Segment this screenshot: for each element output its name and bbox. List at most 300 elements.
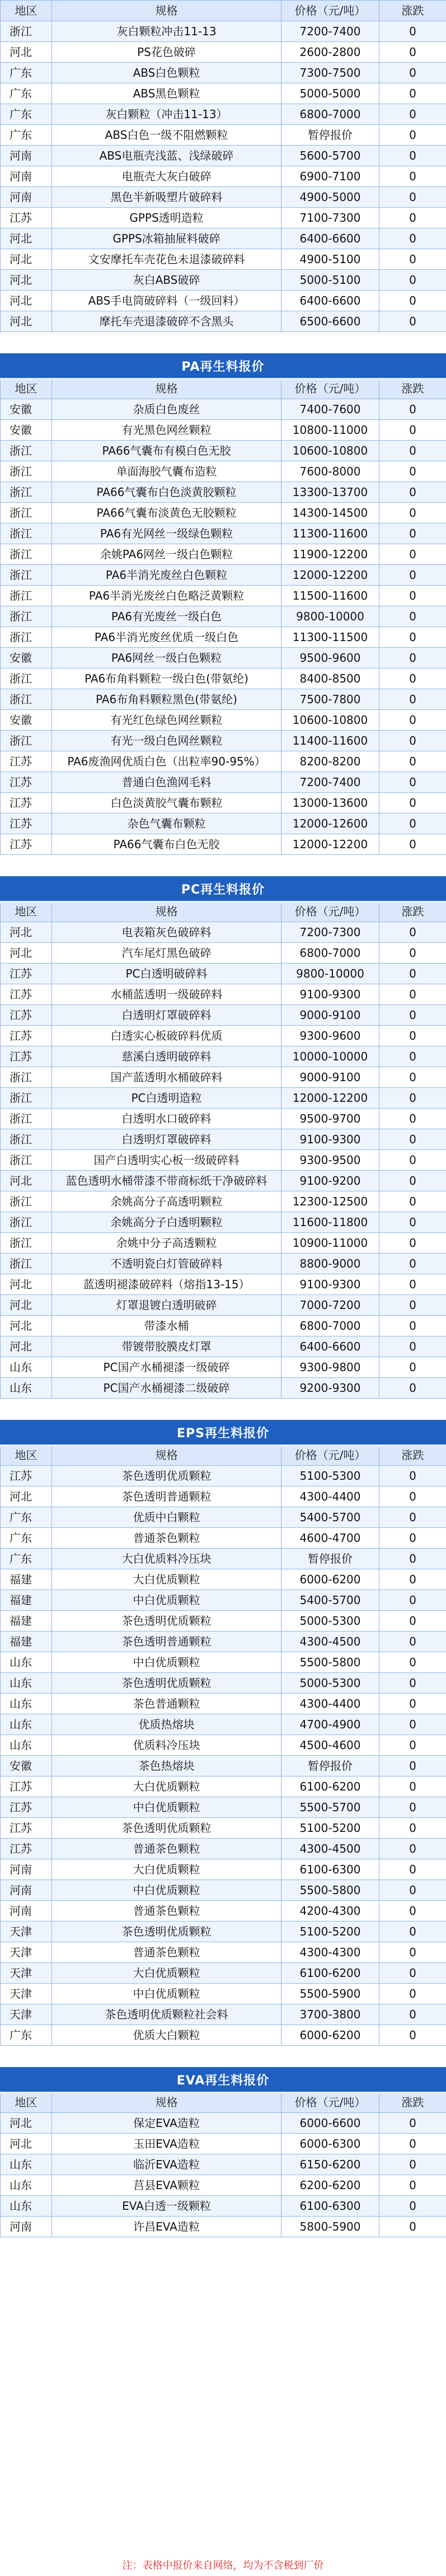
change-cell: 0 bbox=[379, 1233, 446, 1254]
change-cell: 0 bbox=[379, 146, 446, 166]
spec-cell: PA6网丝一级白色颗粒 bbox=[52, 648, 281, 668]
spec-cell: 大白优质料冷压块 bbox=[52, 1549, 281, 1569]
change-cell: 0 bbox=[379, 922, 446, 943]
region-cell: 广东 bbox=[1, 83, 52, 104]
price-cell: 6200-6200 bbox=[281, 2175, 379, 2196]
table-row bbox=[1, 2025, 446, 2046]
spec-cell: PC白透明破碎料 bbox=[52, 964, 281, 984]
spec-cell: 普通白色渔网毛料 bbox=[52, 772, 281, 793]
region-cell: 浙江 bbox=[1, 1191, 52, 1212]
table-row bbox=[1, 1233, 446, 1254]
change-cell: 0 bbox=[379, 1901, 446, 1922]
spec-cell: PA66气囊布白色无胶 bbox=[52, 834, 281, 855]
region-cell: 河北 bbox=[1, 2113, 52, 2134]
spec-cell: 中白优质颗粒 bbox=[52, 1797, 281, 1818]
change-cell: 0 bbox=[379, 1776, 446, 1797]
spec-cell: 茶色透明普通颗粒 bbox=[52, 1486, 281, 1507]
change-cell: 0 bbox=[379, 1109, 446, 1129]
change-cell: 0 bbox=[379, 1254, 446, 1274]
table-row bbox=[1, 793, 446, 814]
region-cell: 江苏 bbox=[1, 751, 52, 772]
table-row bbox=[1, 1859, 446, 1880]
change-cell: 0 bbox=[379, 2134, 446, 2154]
price-cell: 11300-11500 bbox=[281, 627, 379, 648]
spec-cell: 余姚中分子高透颗粒 bbox=[52, 1233, 281, 1254]
spec-cell: PA6布角料颗粒黑色(带氨纶) bbox=[52, 689, 281, 710]
price-cell: 6800-7000 bbox=[281, 104, 379, 125]
region-cell: 山东 bbox=[1, 1378, 52, 1399]
price-cell: 12000-12200 bbox=[281, 834, 379, 855]
price-cell: 10800-11000 bbox=[281, 420, 379, 441]
table-row bbox=[1, 1756, 446, 1776]
price-cell: 5500-5800 bbox=[281, 1652, 379, 1673]
change-cell: 0 bbox=[379, 1357, 446, 1378]
region-cell: 浙江 bbox=[1, 689, 52, 710]
region-cell: 福建 bbox=[1, 1590, 52, 1611]
spec-cell: 白透明灯罩破碎料 bbox=[52, 1129, 281, 1150]
table-row bbox=[1, 1942, 446, 1963]
table-row bbox=[1, 814, 446, 834]
price-cell: 4600-4700 bbox=[281, 1528, 379, 1549]
spec-cell: 茶色透明优质颗粒 bbox=[52, 1611, 281, 1631]
change-cell: 0 bbox=[379, 1129, 446, 1150]
price-section bbox=[0, 1420, 446, 2046]
price-cell: 5000-5300 bbox=[281, 1673, 379, 1694]
price-cell: 6400-6600 bbox=[281, 228, 379, 249]
price-cell: 9200-9300 bbox=[281, 1378, 379, 1399]
spec-cell: 茶色热熔块 bbox=[52, 1756, 281, 1776]
region-cell: 浙江 bbox=[1, 523, 52, 544]
change-cell: 0 bbox=[379, 482, 446, 503]
spec-cell: PA6半消光废丝白色略泛黄颗粒 bbox=[52, 586, 281, 606]
table-row bbox=[1, 606, 446, 627]
region-cell: 天津 bbox=[1, 1984, 52, 2004]
price-cell: 9100-9300 bbox=[281, 1274, 379, 1295]
spec-cell: 有光红色绿色网丝颗粒 bbox=[52, 710, 281, 731]
change-cell: 0 bbox=[379, 1316, 446, 1336]
section-title: EVA再生料报价 bbox=[0, 2067, 446, 2092]
change-cell: 0 bbox=[379, 1528, 446, 1549]
region-cell: 浙江 bbox=[1, 731, 52, 751]
spec-cell: 中白优质颗粒 bbox=[52, 1590, 281, 1611]
section-title: PA再生料报价 bbox=[0, 353, 446, 378]
price-cell: 6100-6200 bbox=[281, 1963, 379, 1984]
section-title: EPS再生料报价 bbox=[0, 1420, 446, 1444]
price-cell: 9500-9700 bbox=[281, 1109, 379, 1129]
region-cell: 山东 bbox=[1, 1714, 52, 1735]
region-cell: 河南 bbox=[1, 146, 52, 166]
region-cell: 江苏 bbox=[1, 814, 52, 834]
table-row bbox=[1, 1797, 446, 1818]
table-row bbox=[1, 125, 446, 146]
change-cell: 0 bbox=[379, 63, 446, 83]
change-cell: 0 bbox=[379, 1984, 446, 2004]
region-cell: 浙江 bbox=[1, 668, 52, 689]
table-row bbox=[1, 63, 446, 83]
region-cell: 天津 bbox=[1, 1942, 52, 1963]
spec-cell: PA66气囊布淡黄色无胶颗粒 bbox=[52, 503, 281, 523]
spec-cell: 茶色透明优质颗粒 bbox=[52, 1673, 281, 1694]
spec-cell: 茶色普通颗粒 bbox=[52, 1694, 281, 1714]
spec-cell: PA6废渔网优质白色（出粒率90-95%） bbox=[52, 751, 281, 772]
price-cell: 5100-5300 bbox=[281, 1466, 379, 1486]
spec-cell: 中白优质颗粒 bbox=[52, 1652, 281, 1673]
table-row bbox=[1, 1880, 446, 1901]
table-row bbox=[1, 2196, 446, 2217]
header-region: 地区 bbox=[1, 378, 52, 399]
price-cell: 11300-11600 bbox=[281, 523, 379, 544]
change-cell: 0 bbox=[379, 1569, 446, 1590]
change-cell: 0 bbox=[379, 208, 446, 228]
table-row bbox=[1, 544, 446, 565]
table-row bbox=[1, 2217, 446, 2237]
header-region: 地区 bbox=[1, 1, 52, 21]
price-cell: 7200-7300 bbox=[281, 922, 379, 943]
change-cell: 0 bbox=[379, 461, 446, 482]
change-cell: 0 bbox=[379, 586, 446, 606]
table-row bbox=[1, 461, 446, 482]
price-cell: 9100-9200 bbox=[281, 1171, 379, 1191]
region-cell: 山东 bbox=[1, 2154, 52, 2175]
price-cell: 7000-7200 bbox=[281, 1295, 379, 1316]
change-cell: 0 bbox=[379, 964, 446, 984]
region-cell: 安徽 bbox=[1, 710, 52, 731]
table-row bbox=[1, 1694, 446, 1714]
table-row bbox=[1, 1818, 446, 1839]
region-cell: 浙江 bbox=[1, 1150, 52, 1171]
price-cell: 8800-9000 bbox=[281, 1254, 379, 1274]
table-row bbox=[1, 249, 446, 270]
region-cell: 山东 bbox=[1, 1652, 52, 1673]
price-cell: 6500-6600 bbox=[281, 311, 379, 332]
region-cell: 江苏 bbox=[1, 984, 52, 1005]
spec-cell: 带镀带胶膜皮灯罩 bbox=[52, 1336, 281, 1357]
change-cell: 0 bbox=[379, 1005, 446, 1026]
table-row bbox=[1, 1528, 446, 1549]
header-change: 涨跌 bbox=[379, 901, 446, 922]
spec-cell: 灰白ABS破碎 bbox=[52, 270, 281, 291]
change-cell: 0 bbox=[379, 1171, 446, 1191]
region-cell: 浙江 bbox=[1, 1129, 52, 1150]
region-cell: 江苏 bbox=[1, 772, 52, 793]
price-cell: 13000-13600 bbox=[281, 793, 379, 814]
table-row bbox=[1, 1088, 446, 1109]
price-cell: 6900-7100 bbox=[281, 166, 379, 187]
change-cell: 0 bbox=[379, 1673, 446, 1694]
spec-cell: 临沂EVA造粒 bbox=[52, 2154, 281, 2175]
change-cell: 0 bbox=[379, 1611, 446, 1631]
region-cell: 浙江 bbox=[1, 586, 52, 606]
table-row bbox=[1, 1191, 446, 1212]
price-cell: 5000-5100 bbox=[281, 270, 379, 291]
table-header-row bbox=[1, 901, 446, 922]
region-cell: 山东 bbox=[1, 1673, 52, 1694]
spec-cell: 白透明水口破碎料 bbox=[52, 1109, 281, 1129]
table-row bbox=[1, 1549, 446, 1569]
spec-cell: 慈溪白透明破碎料 bbox=[52, 1046, 281, 1067]
change-cell: 0 bbox=[379, 399, 446, 420]
change-cell: 0 bbox=[379, 1549, 446, 1569]
price-cell: 6150-6200 bbox=[281, 2154, 379, 2175]
table-row bbox=[1, 1631, 446, 1652]
spec-cell: 国产蓝透明水桶破碎料 bbox=[52, 1067, 281, 1088]
price-cell: 4200-4300 bbox=[281, 1901, 379, 1922]
header-region: 地区 bbox=[1, 901, 52, 922]
spec-cell: 国产白透明实心板一级破碎料 bbox=[52, 1150, 281, 1171]
price-cell: 9300-9500 bbox=[281, 1150, 379, 1171]
header-spec: 规格 bbox=[52, 901, 281, 922]
region-cell: 广东 bbox=[1, 1549, 52, 1569]
spec-cell: 余姚高分子白透明颗粒 bbox=[52, 1212, 281, 1233]
change-cell: 0 bbox=[379, 2025, 446, 2046]
region-cell: 河北 bbox=[1, 1295, 52, 1316]
change-cell: 0 bbox=[379, 1631, 446, 1652]
region-cell: 江苏 bbox=[1, 793, 52, 814]
price-cell: 6100-6200 bbox=[281, 1776, 379, 1797]
change-cell: 0 bbox=[379, 2004, 446, 2025]
change-cell: 0 bbox=[379, 710, 446, 731]
price-cell: 2600-2800 bbox=[281, 42, 379, 63]
region-cell: 河北 bbox=[1, 270, 52, 291]
change-cell: 0 bbox=[379, 1714, 446, 1735]
table-row bbox=[1, 311, 446, 332]
change-cell: 0 bbox=[379, 544, 446, 565]
spec-cell: 水桶蓝透明一级破碎料 bbox=[52, 984, 281, 1005]
region-cell: 河北 bbox=[1, 1274, 52, 1295]
change-cell: 0 bbox=[379, 1026, 446, 1046]
change-cell: 0 bbox=[379, 1507, 446, 1528]
price-cell: 3700-3800 bbox=[281, 2004, 379, 2025]
price-cell: 4300-4500 bbox=[281, 1839, 379, 1859]
price-cell: 8200-8200 bbox=[281, 751, 379, 772]
spec-cell: 中白优质颗粒 bbox=[52, 1880, 281, 1901]
region-cell: 广东 bbox=[1, 125, 52, 146]
spec-cell: PS花色破碎 bbox=[52, 42, 281, 63]
change-cell: 0 bbox=[379, 648, 446, 668]
table-row bbox=[1, 187, 446, 208]
region-cell: 安徽 bbox=[1, 420, 52, 441]
price-cell: 11900-12200 bbox=[281, 544, 379, 565]
table-row bbox=[1, 420, 446, 441]
region-cell: 天津 bbox=[1, 2004, 52, 2025]
price-cell: 11400-11600 bbox=[281, 731, 379, 751]
table-row bbox=[1, 1046, 446, 1067]
spec-cell: PA6半消光废丝白色颗粒 bbox=[52, 565, 281, 586]
table-row bbox=[1, 1984, 446, 2004]
spec-cell: 普通茶色颗粒 bbox=[52, 1942, 281, 1963]
price-cell: 11600-11800 bbox=[281, 1212, 379, 1233]
spec-cell: 白透明灯罩破碎料 bbox=[52, 1005, 281, 1026]
change-cell: 0 bbox=[379, 1046, 446, 1067]
price-cell: 5100-5200 bbox=[281, 1818, 379, 1839]
change-cell: 0 bbox=[379, 21, 446, 42]
region-cell: 安徽 bbox=[1, 648, 52, 668]
table-row bbox=[1, 1295, 446, 1316]
price-cell: 11500-11600 bbox=[281, 586, 379, 606]
region-cell: 浙江 bbox=[1, 1212, 52, 1233]
table-row bbox=[1, 1839, 446, 1859]
spec-cell: 有光黑色网丝颗粒 bbox=[52, 420, 281, 441]
price-cell: 6000-6300 bbox=[281, 2134, 379, 2154]
spec-cell: ABS白色颗粒 bbox=[52, 63, 281, 83]
table-header-row bbox=[1, 378, 446, 399]
region-cell: 江苏 bbox=[1, 1776, 52, 1797]
price-cell: 10900-11000 bbox=[281, 1233, 379, 1254]
price-cell: 6400-6600 bbox=[281, 1336, 379, 1357]
spec-cell: 摩托车壳退漆破碎不含黑头 bbox=[52, 311, 281, 332]
table-row bbox=[1, 2134, 446, 2154]
change-cell: 0 bbox=[379, 793, 446, 814]
price-section bbox=[0, 2067, 446, 2237]
region-cell: 安徽 bbox=[1, 1756, 52, 1776]
price-section bbox=[0, 0, 446, 332]
change-cell: 0 bbox=[379, 1486, 446, 1507]
table-row bbox=[1, 399, 446, 420]
spec-cell: 灰白颗粒冲击11-13 bbox=[52, 21, 281, 42]
region-cell: 福建 bbox=[1, 1569, 52, 1590]
change-cell: 0 bbox=[379, 2196, 446, 2217]
spec-cell: 电表箱灰色破碎料 bbox=[52, 922, 281, 943]
region-cell: 河南 bbox=[1, 187, 52, 208]
region-cell: 浙江 bbox=[1, 1067, 52, 1088]
region-cell: 河北 bbox=[1, 922, 52, 943]
spec-cell: 余姚PA6网丝一级白色颗粒 bbox=[52, 544, 281, 565]
header-spec: 规格 bbox=[52, 2092, 281, 2113]
price-cell: 5600-5700 bbox=[281, 146, 379, 166]
header-spec: 规格 bbox=[52, 1445, 281, 1466]
spec-cell: 蓝透明褪漆破碎料（熔指13-15） bbox=[52, 1274, 281, 1295]
region-cell: 江苏 bbox=[1, 964, 52, 984]
change-cell: 0 bbox=[379, 1150, 446, 1171]
price-section bbox=[0, 353, 446, 855]
region-cell: 安徽 bbox=[1, 399, 52, 420]
price-cell: 6800-7000 bbox=[281, 1316, 379, 1336]
change-cell: 0 bbox=[379, 1652, 446, 1673]
spec-cell: 杂色气囊布颗粒 bbox=[52, 814, 281, 834]
table-row bbox=[1, 1067, 446, 1088]
price-cell: 4900-5100 bbox=[281, 249, 379, 270]
region-cell: 江苏 bbox=[1, 208, 52, 228]
table-row bbox=[1, 751, 446, 772]
table-row bbox=[1, 1378, 446, 1399]
table-row bbox=[1, 648, 446, 668]
table-row bbox=[1, 104, 446, 125]
change-cell: 0 bbox=[379, 1735, 446, 1756]
table-row bbox=[1, 772, 446, 793]
header-price: 价格（元/吨） bbox=[281, 378, 379, 399]
price-cell: 4700-4900 bbox=[281, 1714, 379, 1735]
price-cell: 7300-7500 bbox=[281, 63, 379, 83]
price-cell: 14300-14500 bbox=[281, 503, 379, 523]
spec-cell: 优质热熔块 bbox=[52, 1714, 281, 1735]
spec-cell: 带漆水桶 bbox=[52, 1316, 281, 1336]
price-table bbox=[0, 901, 446, 1399]
table-row bbox=[1, 1316, 446, 1336]
region-cell: 天津 bbox=[1, 1963, 52, 1984]
change-cell: 0 bbox=[379, 627, 446, 648]
spec-cell: PA66气囊布有模白色无胶 bbox=[52, 441, 281, 461]
change-cell: 0 bbox=[379, 1466, 446, 1486]
table-row bbox=[1, 1590, 446, 1611]
region-cell: 广东 bbox=[1, 104, 52, 125]
price-cell: 暂停报价 bbox=[281, 1756, 379, 1776]
table-row bbox=[1, 1963, 446, 1984]
price-cell: 7500-7800 bbox=[281, 689, 379, 710]
price-cell: 13300-13700 bbox=[281, 482, 379, 503]
region-cell: 浙江 bbox=[1, 441, 52, 461]
price-cell: 7200-7400 bbox=[281, 772, 379, 793]
change-cell: 0 bbox=[379, 1191, 446, 1212]
spec-cell: 灰白颗粒（冲击11-13） bbox=[52, 104, 281, 125]
spec-cell: 保定EVA造粒 bbox=[52, 2113, 281, 2134]
table-row bbox=[1, 42, 446, 63]
change-cell: 0 bbox=[379, 2113, 446, 2134]
price-cell: 4300-4400 bbox=[281, 1486, 379, 1507]
region-cell: 浙江 bbox=[1, 1233, 52, 1254]
price-cell: 4300-4400 bbox=[281, 1694, 379, 1714]
change-cell: 0 bbox=[379, 1590, 446, 1611]
spec-cell: 杂质白色废丝 bbox=[52, 399, 281, 420]
price-cell: 6000-6200 bbox=[281, 2025, 379, 2046]
spec-cell: PC国产水桶褪漆二级破碎 bbox=[52, 1378, 281, 1399]
price-cell: 暂停报价 bbox=[281, 125, 379, 146]
change-cell: 0 bbox=[379, 1694, 446, 1714]
region-cell: 河北 bbox=[1, 2134, 52, 2154]
region-cell: 河北 bbox=[1, 1316, 52, 1336]
region-cell: 河北 bbox=[1, 1486, 52, 1507]
change-cell: 0 bbox=[379, 125, 446, 146]
region-cell: 浙江 bbox=[1, 544, 52, 565]
price-cell: 5500-5700 bbox=[281, 1797, 379, 1818]
table-row bbox=[1, 1735, 446, 1756]
table-row bbox=[1, 1922, 446, 1942]
region-cell: 江苏 bbox=[1, 1046, 52, 1067]
price-cell: 9300-9800 bbox=[281, 1357, 379, 1378]
change-cell: 0 bbox=[379, 565, 446, 586]
price-cell: 8400-8500 bbox=[281, 668, 379, 689]
change-cell: 0 bbox=[379, 1839, 446, 1859]
spec-cell: 莒县EVA颗粒 bbox=[52, 2175, 281, 2196]
table-row bbox=[1, 1026, 446, 1046]
change-cell: 0 bbox=[379, 1922, 446, 1942]
table-row bbox=[1, 1714, 446, 1735]
spec-cell: 余姚高分子高透明颗粒 bbox=[52, 1191, 281, 1212]
table-row bbox=[1, 1611, 446, 1631]
table-row bbox=[1, 922, 446, 943]
spec-cell: 白透实心板破碎料优质 bbox=[52, 1026, 281, 1046]
region-cell: 山东 bbox=[1, 2196, 52, 2217]
region-cell: 浙江 bbox=[1, 21, 52, 42]
header-region: 地区 bbox=[1, 2092, 52, 2113]
spec-cell: PA66气囊布白色淡黄胶颗粒 bbox=[52, 482, 281, 503]
spec-cell: 灯罩退镀白透明破碎 bbox=[52, 1295, 281, 1316]
table-row bbox=[1, 503, 446, 523]
price-cell: 5400-5700 bbox=[281, 1590, 379, 1611]
region-cell: 广东 bbox=[1, 1507, 52, 1528]
price-cell: 10000-10000 bbox=[281, 1046, 379, 1067]
change-cell: 0 bbox=[379, 834, 446, 855]
table-row bbox=[1, 1254, 446, 1274]
region-cell: 河北 bbox=[1, 943, 52, 964]
table-row bbox=[1, 565, 446, 586]
price-cell: 9000-9100 bbox=[281, 1067, 379, 1088]
spec-cell: GPPS冰箱抽屉料破碎 bbox=[52, 228, 281, 249]
change-cell: 0 bbox=[379, 83, 446, 104]
table-row bbox=[1, 586, 446, 606]
header-change: 涨跌 bbox=[379, 1445, 446, 1466]
change-cell: 0 bbox=[379, 1295, 446, 1316]
price-cell: 5800-5900 bbox=[281, 2217, 379, 2237]
